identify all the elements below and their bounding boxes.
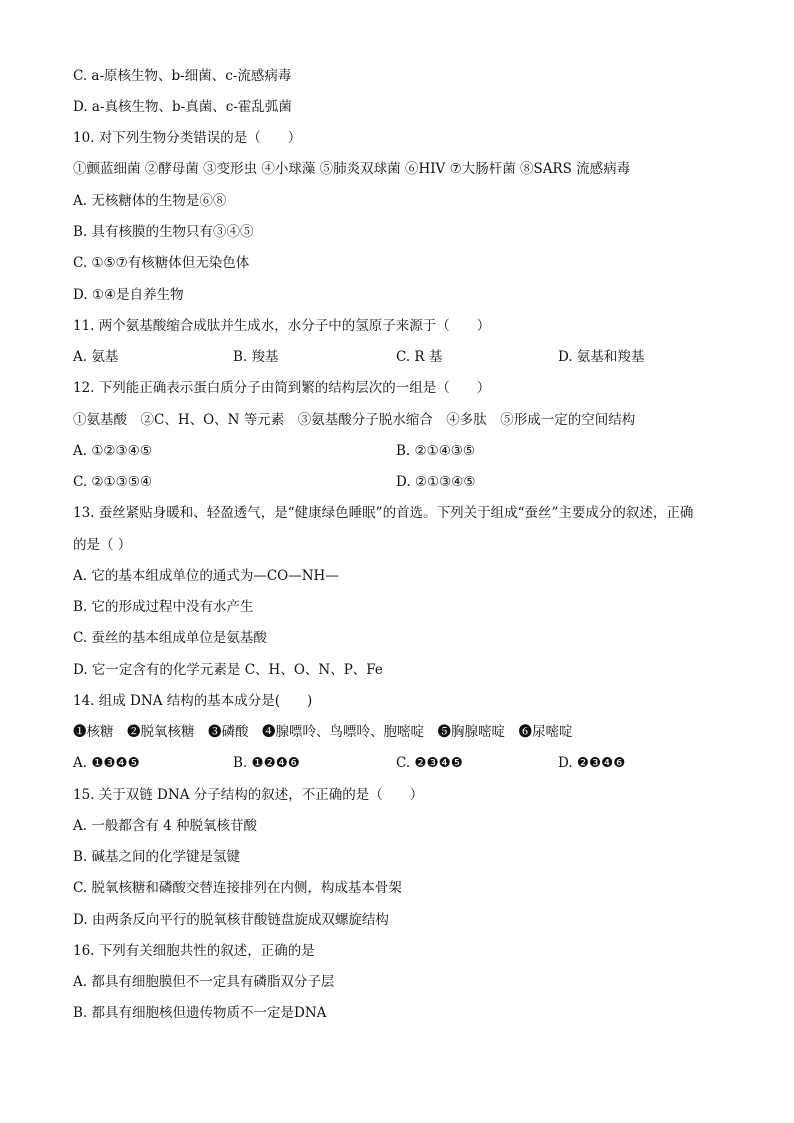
q12-stem: 12. 下列能正确表示蛋白质分子由简到繁的结构层次的一组是（ ） <box>73 380 491 396</box>
q15-option-c: C. 脱氧核糖和磷酸交替连接排列在内侧，构成基本骨架 <box>73 880 402 896</box>
q13-stem-line2: 的是（ ） <box>73 537 132 553</box>
q16-option-b: B. 都具有细胞核但遗传物质不一定是DNA <box>73 1005 327 1021</box>
q14-option-a: A. ❶❸❹❺ <box>73 755 140 771</box>
q12-option-d: D. ②①③④⑤ <box>396 474 476 490</box>
q14-option-c: C. ❷❸❹❺ <box>396 755 463 771</box>
q10-option-d: D. ①④是自养生物 <box>73 287 184 303</box>
q11-option-b: B. 羧基 <box>233 349 279 365</box>
q13-option-b: B. 它的形成过程中没有水产生 <box>73 599 254 615</box>
q12-items: ①氨基酸 ②C、H、O、N 等元素 ③氨基酸分子脱水缩合 ④多肽 ⑤形成一定的空间结构 <box>73 412 636 428</box>
q13-option-d: D. 它一定含有的化学元素是 C、H、O、N、P、Fe <box>73 662 383 678</box>
q10-option-b: B. 具有核膜的生物只有③④⑤ <box>73 224 254 240</box>
q13-stem-line1: 13. 蚕丝紧贴身暖和、轻盈透气，是“健康绿色睡眠”的首选。下列关于组成“蚕丝”主要成分的叙述，正确 <box>73 505 694 521</box>
q12-option-b: B. ②①④③⑤ <box>396 443 476 459</box>
q12-option-a: A. ①②③④⑤ <box>73 443 152 459</box>
q9-option-c: C. a-原核生物、b-细菌、c-流感病毒 <box>73 68 292 84</box>
q10-option-a: A. 无核糖体的生物是⑥⑧ <box>73 193 227 209</box>
q16-stem: 16. 下列有关细胞共性的叙述，正确的是 <box>73 943 315 959</box>
q14-items: ❶核糖 ❷脱氧核糖 ❸磷酸 ❹腺嘌呤、鸟嘌呤、胞嘧啶 ❺胸腺嘧啶 ❻尿嘧啶 <box>73 724 573 740</box>
q9-option-d: D. a-真核生物、b-真菌、c-霍乱弧菌 <box>73 99 292 115</box>
q10-option-c: C. ①⑤⑦有核糖体但无染色体 <box>73 255 250 271</box>
q12-option-c: C. ②①③⑤④ <box>73 474 152 490</box>
q16-option-a: A. 都具有细胞膜但不一定具有磷脂双分子层 <box>73 974 335 990</box>
q10-stem: 10. 对下列生物分类错误的是（ ） <box>73 130 302 146</box>
q15-option-b: B. 碱基之间的化学键是氢键 <box>73 849 241 865</box>
q15-option-d: D. 由两条反向平行的脱氧核苷酸链盘旋成双螺旋结构 <box>73 912 389 928</box>
q15-option-a: A. 一般都含有 4 种脱氧核苷酸 <box>73 818 258 834</box>
q14-option-d: D. ❷❸❹❻ <box>558 755 626 771</box>
q14-stem: 14. 组成 DNA 结构的基本成分是( ) <box>73 693 313 709</box>
q13-option-c: C. 蚕丝的基本组成单位是氨基酸 <box>73 630 267 646</box>
q15-stem: 15. 关于双链 DNA 分子结构的叙述，不正确的是（ ） <box>73 787 424 803</box>
q11-option-a: A. 氨基 <box>73 349 119 365</box>
q10-organisms: ①颤蓝细菌 ②酵母菌 ③变形虫 ④小球藻 ⑤肺炎双球菌 ⑥HIV ⑦大肠杆菌 ⑧SARS 流感病毒 <box>73 161 631 177</box>
q14-option-b: B. ❶❷❹❻ <box>233 755 300 771</box>
q11-option-d: D. 氨基和羧基 <box>558 349 645 365</box>
q11-option-c: C. R 基 <box>396 349 443 365</box>
q13-option-a: A. 它的基本组成单位的通式为—CO—NH— <box>73 568 339 584</box>
q11-stem: 11. 两个氨基酸缩合成肽并生成水，水分子中的氢原子来源于（ ） <box>73 318 491 334</box>
